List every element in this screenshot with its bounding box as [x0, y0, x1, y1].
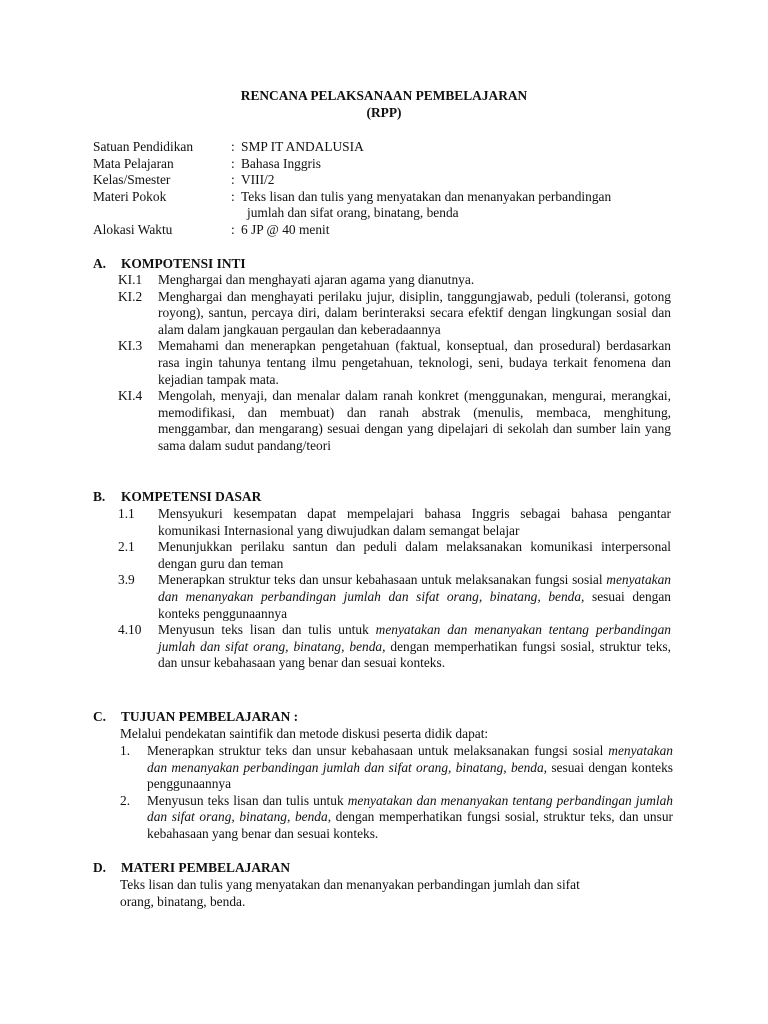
- materi-line: Teks lisan dan tulis yang menyatakan dan menanyakan perbandingan jumlah dan sifat: [120, 877, 580, 892]
- list-item: [118, 289, 671, 339]
- item-number: 1.1: [118, 506, 135, 521]
- list-item: [118, 506, 671, 539]
- item-number: KI.3: [118, 338, 143, 354]
- identity-row-alokasi: [93, 222, 683, 239]
- item-number: 2.: [120, 792, 131, 808]
- section-letter: B.: [93, 489, 106, 504]
- item-number: 3.9: [118, 572, 135, 588]
- identity-colon: :: [231, 188, 235, 204]
- section-title: MATERI PEMBELAJARAN: [121, 860, 290, 875]
- kompetensi-inti-list: [118, 272, 671, 455]
- item-text: Mengolah, menyaji, dan menalar dalam ranah konkret (menggunakan, mengurai, merangkai, memodifikasi, dan membuat) dan ranah abstrak (menulis, membaca, menghitung, menggambar, dan mengarang) sesuai dengan yang dipelajari di sekolah dan sumber lain yang sama dalam sudut pandang/teori: [158, 388, 671, 453]
- item-text-plain-end: sesuai dengan konteks penggunaannya: [158, 588, 671, 621]
- item-text-plain: Menerapkan struktur teks dan unsur kebahasaan untuk melaksanakan fungsi sosial: [158, 572, 607, 588]
- item-text: [147, 793, 673, 843]
- section-title: KOMPETENSI DASAR: [121, 489, 262, 504]
- item-number: KI.1: [118, 272, 143, 287]
- document-title: RENCANA PELAKSANAAN PEMBELAJARAN: [240, 88, 528, 103]
- section-letter: C.: [93, 709, 107, 724]
- item-text: Menghargai dan menghayati perilaku jujur, disiplin, tanggungjawab, peduli (toleransi, gotong royong), santun, percaya diri, dalam berinteraksi secara efektif dengan lingkungan sosial dan alam dalam jangkauan pergaulan dan keberadaannya: [158, 288, 671, 337]
- kompetensi-dasar-list: [118, 506, 671, 672]
- item-text: Menghargai dan menghayati ajaran agama yang dianutnya.: [158, 272, 475, 287]
- list-item: [118, 622, 671, 672]
- materi-text: [120, 877, 660, 910]
- identity-colon: :: [231, 172, 235, 188]
- item-text-italic: menyatakan dan menanyakan tentang perbandingan jumlah dan sifat orang, binatang, benda: [158, 622, 671, 654]
- item-text: [158, 572, 671, 622]
- item-text-plain-end: , dengan memperhatikan fungsi sosial, struktur teks, dan unsur kebahasaan yang benar dan sesuai konteks.: [158, 638, 671, 671]
- item-text: [158, 539, 671, 572]
- identity-value-multiline: [241, 189, 683, 222]
- item-text-plain: Mensyukuri kesempatan dapat mempelajari bahasa Inggris sebagai bahasa pengantar komunikasi Internasional yang diwujudkan dalam semangat belajar: [158, 506, 671, 538]
- identity-value-continuation: jumlah dan sifat orang, binatang, benda: [247, 205, 459, 221]
- item-text: [158, 622, 671, 672]
- item-number: KI.4: [118, 388, 143, 404]
- item-number: KI.2: [118, 288, 143, 304]
- tujuan-intro: Melalui pendekatan saintifik dan metode diskusi peserta didik dapat:: [120, 726, 489, 741]
- item-text: [147, 743, 673, 793]
- section-letter: A.: [93, 256, 107, 271]
- section-heading-b: [93, 489, 261, 506]
- list-item: [118, 572, 671, 622]
- item-number: 4.10: [118, 622, 142, 638]
- section-heading-c: [93, 709, 298, 726]
- item-text-plain-end: , dengan memperhatikan fungsi sosial, struktur teks, dan unsur kebahasaan yang benar dan sesuai konteks.: [147, 809, 673, 841]
- tujuan-list: [120, 743, 673, 843]
- list-item: [120, 793, 673, 843]
- identity-row-kelas: [93, 172, 683, 189]
- section-heading-a: [93, 256, 246, 273]
- item-text: Memahami dan menerapkan pengetahuan (faktual, konseptual, dan prosedural) berdasarkan rasa ingin tahunya tentang ilmu pengetahuan, teknologi, seni, budaya terkait fenomena dan kejadian tampak mata.: [158, 338, 671, 387]
- identity-value: 6 JP @ 40 menit: [241, 221, 330, 237]
- section-heading-d: [93, 860, 290, 877]
- item-number: 2.1: [118, 539, 135, 555]
- materi-line: orang, binatang, benda.: [120, 893, 246, 909]
- identity-label: Satuan Pendidikan: [93, 139, 194, 154]
- section-title: KOMPOTENSI INTI: [121, 256, 246, 271]
- identity-value: Teks lisan dan tulis yang menyatakan dan menanyakan perbandingan: [241, 188, 612, 204]
- list-item: [118, 539, 671, 572]
- identity-row-satuan: [93, 139, 683, 156]
- identity-row-materi: [93, 189, 683, 222]
- list-item: [118, 272, 671, 289]
- item-text-plain: Menerapkan struktur teks dan unsur kebahasaan untuk melaksanakan fungsi sosial: [147, 743, 609, 758]
- item-text-plain: Menyusun teks lisan dan tulis untuk: [147, 792, 348, 808]
- identity-row-mapel: [93, 156, 683, 173]
- item-text: [158, 506, 671, 539]
- identity-colon: :: [231, 155, 235, 171]
- identity-colon: :: [231, 139, 235, 154]
- identity-value: SMP IT ANDALUSIA: [241, 139, 364, 154]
- identity-label: Materi Pokok: [93, 188, 167, 204]
- list-item: [118, 338, 671, 388]
- identity-value: VIII/2: [241, 172, 275, 188]
- list-item: [120, 743, 673, 793]
- section-title: TUJUAN PEMBELAJARAN :: [121, 709, 299, 724]
- item-text-italic: menyatakan dan menanyakan perbandingan jumlah dan sifat orang, binatang, benda,: [158, 572, 671, 604]
- identity-value: Bahasa Inggris: [241, 155, 321, 171]
- item-text-plain-end: sesuai dengan konteks penggunaannya: [147, 759, 674, 792]
- identity-label: Alokasi Waktu: [93, 221, 173, 237]
- item-text-italic: menyatakan dan menanyakan tentang perbandingan jumlah dan sifat orang, binatang, benda: [147, 792, 673, 825]
- item-text-italic: menyatakan dan menanyakan perbandingan jumlah dan sifat orang, binatang, benda,: [147, 743, 673, 775]
- item-number: 1.: [120, 743, 131, 758]
- identity-label: Kelas/Smester: [93, 172, 171, 188]
- identity-label: Mata Pelajaran: [93, 155, 174, 171]
- item-text-plain: Menyusun teks lisan dan tulis untuk: [158, 622, 376, 638]
- item-text-plain: Menunjukkan perilaku santun dan peduli dalam melaksanakan komunikasi interpersonal dengan guru dan teman: [158, 539, 671, 571]
- section-letter: D.: [93, 860, 107, 875]
- identity-table: [93, 139, 683, 239]
- document-subtitle: (RPP): [366, 105, 402, 120]
- list-item: [118, 388, 671, 454]
- identity-colon: :: [231, 221, 235, 237]
